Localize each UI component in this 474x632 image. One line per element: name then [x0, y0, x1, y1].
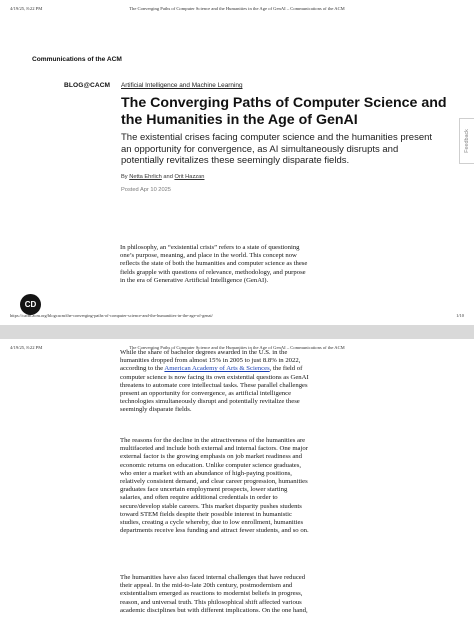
- byline-and: and: [161, 174, 175, 180]
- print-footer: [10, 313, 464, 321]
- site-logo-text[interactable]: Communications of the ACM: [32, 56, 122, 63]
- print-page-title-2: The Converging Paths of Computer Science and the Humanities in the Age of GenAI – Communications of the ACM: [129, 345, 345, 350]
- print-datetime-2: 4/19/25, 8:22 PM: [10, 345, 43, 350]
- body-paragraph-1: In philosophy, an “existential crisis” refers to a state of questioning one’s purpose, meaning, and place in the world. This concept now reflects the state of both the humanities and computer science as these fields grapple with questions of relevance, methodology, and purpose in the era of Generative Artificial Intelligence (GenAI).: [120, 244, 308, 284]
- blog-label[interactable]: BLOG@CACM: [64, 82, 111, 89]
- cc-badge-icon[interactable]: CD: [20, 294, 41, 315]
- p2-text-before: While the share of bachelor degrees awarded in the U.S. in the humanities dropped from almost 15% in 2005 to just 8.8% in 2022, according to the: [120, 349, 301, 373]
- body-paragraph-4: The humanities have also faced internal challenges that have reduced their appeal. In the mid-to-late 20th century, postmodernism and existentialism emerged as reactions to modernist beliefs in progress, reason, and universal truth. This philosophical shift affected various academic disciplines but with different implications. On the one hand,: [120, 574, 308, 614]
- p2-text-after: , the field of computer science is now facing its own existential questions as GenAI threatens to automate core intellectual tasks. These parallel challenges present an opportunity for convergence, as artificial intelligence technologies simultaneously disrupt and potentially revitalize these seemingly disparate fields.: [120, 365, 309, 414]
- print-url: https://cacm.acm.org/blogcacm/the-converging-paths-of-computer-science-and-the-humanities-in-the-age-of-genai/: [10, 313, 213, 318]
- pdf-page-2: [0, 339, 474, 632]
- byline-prefix: By: [121, 174, 130, 180]
- print-page-number: 1/10: [456, 313, 464, 318]
- feedback-label: Feedback: [464, 129, 470, 153]
- article-subtitle: The existential crises facing computer science and the humanities present an opportunity for convergence, as AI simultaneously disrupts and potentially revitalizes these seemingly disparate fields.: [121, 132, 433, 166]
- author-link-2[interactable]: Orit Hazzan: [174, 174, 205, 180]
- byline: [121, 174, 204, 180]
- aaas-link[interactable]: American Academy of Arts & Sciences: [164, 365, 270, 373]
- print-datetime: 4/19/25, 8:22 PM: [10, 6, 43, 11]
- print-header: [10, 6, 464, 14]
- print-page-title: The Converging Paths of Computer Science and the Humanities in the Age of GenAI – Communications of the ACM: [129, 6, 345, 11]
- author-link-1[interactable]: Netta Ehrlich: [129, 174, 162, 180]
- page-gap: [0, 325, 474, 339]
- category-link[interactable]: Artificial Intelligence and Machine Learning: [121, 82, 243, 89]
- body-paragraph-2: [120, 349, 310, 415]
- article-title: The Converging Paths of Computer Science and the Humanities in the Age of GenAI: [121, 95, 447, 128]
- body-paragraph-3: The reasons for the decline in the attractiveness of the humanities are multifaceted and include both external and internal factors. One major external factor is the growing emphasis on job market readiness and economic returns on education. Unlike computer science graduates, who enter a market with an abundance of high-paying positions, relatively consistent demand, and clear career progression, humanities graduates face uncertain employment prospects, lower starting salaries, and often require additional credentials in order to secure/develop stable careers. This market disparity pushes students toward STEM fields despite their possible interest in humanistic studies, creating a cycle whereby, due to low enrollment, humanities departments receive less funding and attract fewer students, and so on.: [120, 437, 309, 535]
- posted-date: Posted Apr 10 2025: [121, 187, 171, 193]
- feedback-tab[interactable]: [459, 118, 474, 164]
